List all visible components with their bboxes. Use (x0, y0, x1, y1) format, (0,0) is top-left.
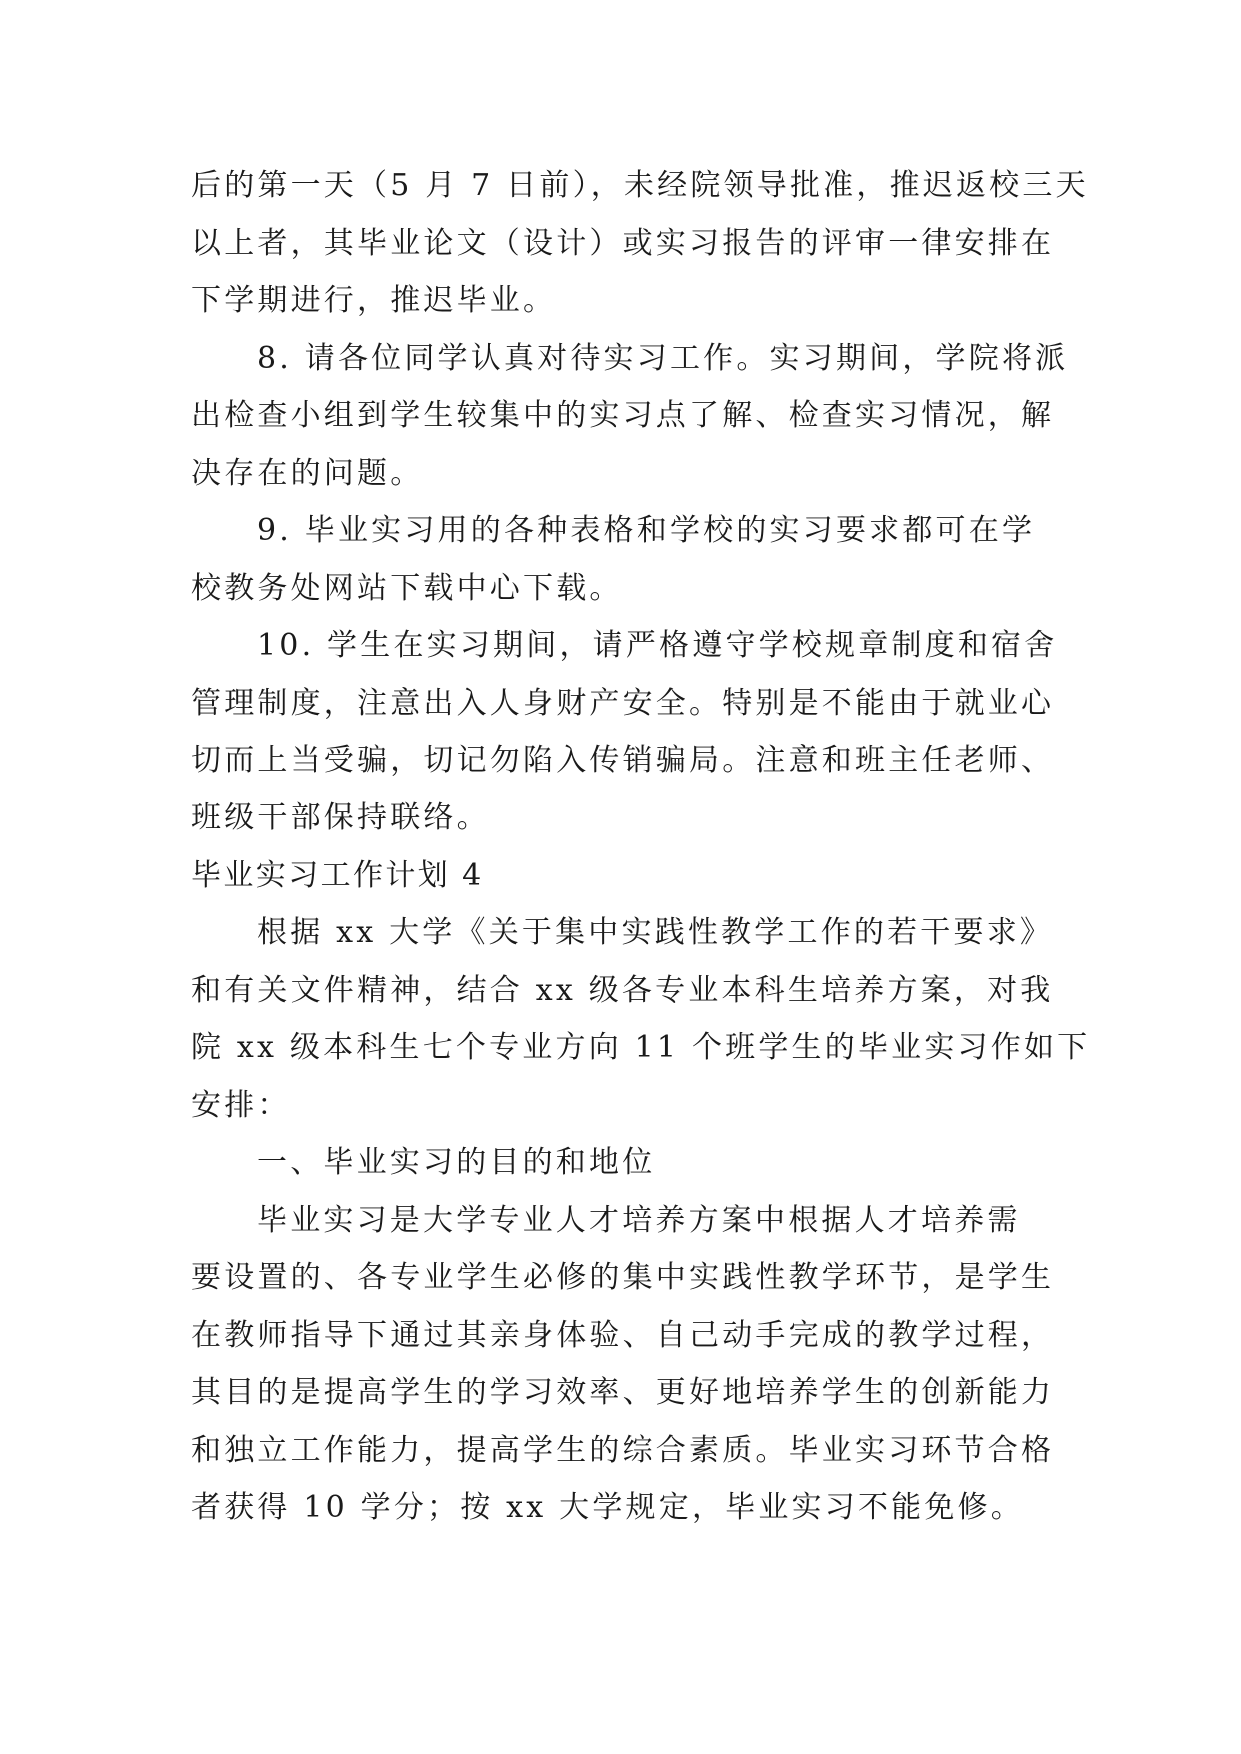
paragraph-line: 后的第一天（5 月 7 日前），未经院领导批准，推迟返校三天 (191, 168, 1089, 203)
paragraph-line: 根据 xx 大学《关于集中实践性教学工作的若干要求》 (257, 915, 1054, 950)
paragraph-line: 10. 学生在实习期间，请严格遵守学校规章制度和宿舍 (257, 628, 1058, 663)
paragraph-line: 以上者，其毕业论文（设计）或实习报告的评审一律安排在 (191, 226, 1055, 261)
paragraph-line: 8. 请各位同学认真对待实习工作。实习期间，学院将派 (257, 341, 1069, 376)
paragraph-line: 在教师指导下通过其亲身体验、自己动手完成的教学过程， (191, 1318, 1055, 1353)
paragraph-line: 下学期进行，推迟毕业。 (191, 283, 557, 318)
paragraph-line: 安排： (191, 1088, 291, 1123)
subsection-heading: 一、毕业实习的目的和地位 (257, 1145, 656, 1180)
paragraph-line: 切而上当受骗，切记勿陷入传销骗局。注意和班主任老师、 (191, 743, 1055, 778)
paragraph-line: 其目的是提高学生的学习效率、更好地培养学生的创新能力 (191, 1375, 1055, 1410)
paragraph-line: 毕业实习是大学专业人才培养方案中根据人才培养需 (257, 1203, 1021, 1238)
paragraph-line: 管理制度，注意出入人身财产安全。特别是不能由于就业心 (191, 686, 1055, 721)
paragraph-line: 9. 毕业实习用的各种表格和学校的实习要求都可在学 (257, 513, 1036, 548)
paragraph-line: 院 xx 级本科生七个专业方向 11 个班学生的毕业实习作如下 (191, 1030, 1091, 1065)
paragraph-line: 者获得 10 学分；按 xx 大学规定，毕业实习不能免修。 (191, 1490, 1024, 1525)
paragraph-line: 校教务处网站下载中心下载。 (191, 571, 623, 606)
paragraph-line: 决存在的问题。 (191, 456, 424, 491)
paragraph-line: 和有关文件精神，结合 xx 级各专业本科生培养方案，对我 (191, 973, 1054, 1008)
paragraph-line: 出检查小组到学生较集中的实习点了解、检查实习情况，解 (191, 398, 1055, 433)
paragraph-line: 和独立工作能力，提高学生的综合素质。毕业实习环节合格 (191, 1433, 1055, 1468)
section-heading: 毕业实习工作计划 4 (191, 858, 484, 893)
paragraph-line: 要设置的、各专业学生必修的集中实践性教学环节，是学生 (191, 1260, 1055, 1295)
paragraph-line: 班级干部保持联络。 (191, 800, 490, 835)
